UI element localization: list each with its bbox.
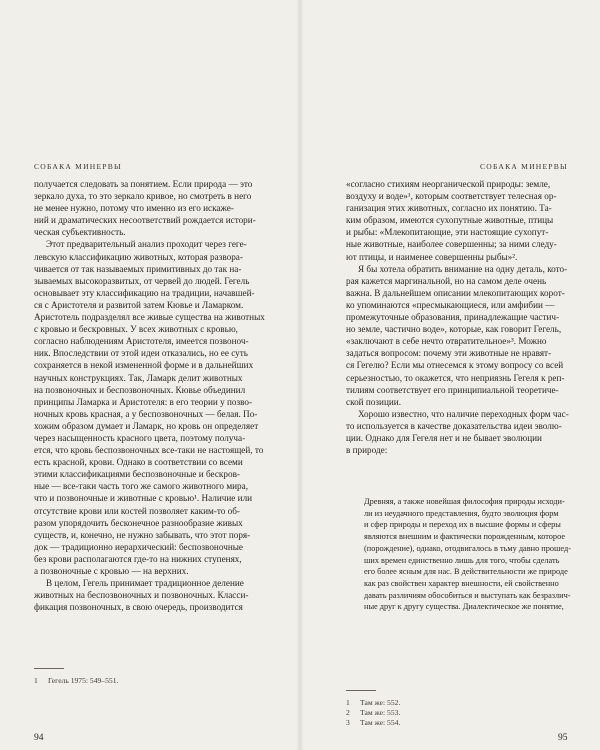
- text-line: док — традиционно иерархический: беспозвоночные: [34, 541, 243, 552]
- right-footnotes: [346, 698, 400, 728]
- text-line: ся Гегелю? Если мы отнесемся к этому вопросу со всей: [346, 360, 564, 371]
- left-running-head: СОБАКА МИНЕРВЫ: [34, 162, 122, 171]
- text-line: и рыбы: «Млекопитающие, эти настоящие сухопут-: [346, 227, 549, 238]
- text-line: «заключают в себе нечто отвратительное»³. Можно: [346, 336, 547, 347]
- text-line: принципы Ламарка и Аристотеля: в его теории у позво-: [34, 396, 253, 407]
- text-line: ции. Однако для Гегеля нет и не бывает эволюции: [346, 432, 542, 443]
- right-running-head: СОБАКА МИНЕРВЫ: [480, 162, 568, 171]
- right-page: [300, 0, 600, 750]
- text-line: основывает эту классификацию на традиции, начавшей-: [34, 287, 255, 298]
- text-line: ганизация этих животных, согласно их понятию. Та-: [346, 203, 552, 214]
- text-line: задаться вопросом: почему эти животные не нравят-: [346, 348, 552, 359]
- right-body-text: [346, 178, 572, 456]
- text-line: фикация позвоночных, в свою очередь, производится: [34, 602, 243, 613]
- text-line: серьезностью, то окажется, что неприязнь Гегеля к реп-: [346, 372, 565, 383]
- text-line: промежуточные образования, принадлежащие частич-: [346, 312, 560, 323]
- text-line: левскую классификацию животных, которая разворa-: [34, 251, 243, 262]
- paragraph: [34, 577, 266, 613]
- quote-line: и сфер природы и переход их в высшие формы и сферы: [364, 520, 561, 530]
- quote-line: ли из неудачного представления, будто эволюция форм: [364, 508, 559, 518]
- text-line: на позвоночных и беспозвоночных. Кювье объединил: [34, 384, 246, 395]
- text-line: ные — все-таки часть того же самого животного мира,: [34, 481, 249, 492]
- text-line: существ, и, конечно, не нужно забывать, что этот поря-: [34, 529, 251, 540]
- text-line: Этот предварительный анализ проходит через геге-: [46, 239, 247, 250]
- text-line: воздуху и воде»¹, которым соответствует телесная ор-: [346, 191, 557, 202]
- text-line: в природе:: [346, 445, 388, 456]
- quote-line: (порождение), однако, отодвигалось в тьму давно прошед-: [364, 543, 571, 553]
- text-line: но земле, частично воде», которые, как говорит Гегель,: [346, 324, 562, 335]
- right-footnote-rule: [346, 690, 376, 691]
- text-line: «согласно стихиям неорганической природы: земле,: [346, 179, 551, 189]
- text-line: чивается от так называемых примитивных до так на-: [34, 263, 242, 274]
- text-line: научных конструкциях. Так, Ламарк делит животных: [34, 372, 243, 383]
- text-line: что и позвоночные и животные с кровью¹. Наличие или: [34, 493, 253, 504]
- footnote-number: 1: [34, 676, 38, 685]
- footnote: [346, 708, 400, 718]
- text-line: то используется в качестве доказательства идеи эволю-: [346, 420, 562, 431]
- quote-line: его более ясным для нас. В действительности же природе: [364, 567, 568, 577]
- text-line: хожим образом думает и Ламарк, но кровь он определяет: [34, 420, 259, 431]
- text-line: ные животные, наиболее совершенны; за ними следу-: [346, 239, 557, 250]
- text-line: животных на беспозвоночных и позвоночных. Класси-: [34, 590, 249, 601]
- block-quote: [364, 496, 574, 613]
- left-body-text: [34, 178, 266, 613]
- text-line: разом упорядочить бесконечное разнообразие живых: [34, 517, 243, 528]
- text-line: рая кажется маргинальной, но на самом деле очень: [346, 275, 547, 286]
- quote-line: ших времен единственно лишь для того, чтобы сделать: [364, 555, 560, 565]
- text-line: ник. Впоследствии от этой идеи отказались, но ее суть: [34, 348, 248, 359]
- text-line: ся с Аристотеля и развитой затем Кювье и Ламарком.: [34, 299, 244, 310]
- footnote-number: 1: [346, 698, 350, 707]
- text-line: зываемых высокоразвитых, от червей до людей. Гегель: [34, 275, 250, 286]
- text-line: не менее нужно, потому что именно из его искаже-: [34, 203, 234, 214]
- text-line: а позвоночные с кровью — на верхних.: [34, 566, 189, 576]
- footnote-number: 2: [346, 708, 350, 717]
- left-footnote-rule: [34, 668, 64, 669]
- text-line: ко упоминаются «пресмыкающиеся, или амфибии —: [346, 299, 555, 310]
- footnote-text: Там же: 552.: [360, 698, 401, 707]
- left-footnotes: [34, 676, 118, 686]
- footnote-text: Там же: 553.: [360, 708, 401, 717]
- text-line: ночных кровь красная, а у беспозвоночных — белая. По-: [34, 408, 258, 419]
- text-line: Аристотель подразделял все живые существа на животных: [34, 312, 265, 323]
- quote-line: ные друг к другу существа. Диалектическое же понятие,: [364, 602, 564, 612]
- text-line: Я бы хотела обратить внимание на одну деталь, кото-: [358, 263, 568, 274]
- paragraph: [346, 178, 572, 263]
- text-line: получается следовать за понятием. Если природа — это: [34, 179, 253, 189]
- text-line: ческая субъективность.: [34, 227, 126, 238]
- footnote: [346, 698, 400, 708]
- quote-line: являются внешним и фактически порожденным, которое: [364, 532, 566, 542]
- text-line: через насыщенность красного цвета, поэтому получа-: [34, 432, 246, 443]
- text-line: ской позиции.: [346, 396, 401, 407]
- text-line: зеркало духа, то это зеркало кривое, но смотреть в него: [34, 191, 252, 202]
- text-line: есть красной, крови. Однако в соответствии со всеми: [34, 457, 243, 468]
- text-line: тилиям соответствует его принципиальной теоретиче-: [346, 384, 559, 395]
- paragraph: [34, 238, 266, 577]
- paragraph: [34, 178, 266, 238]
- paragraph: [346, 263, 572, 408]
- quote-line: давать различиям обособиться и выступать как безразлич-: [364, 590, 571, 600]
- footnote-number: 3: [346, 718, 350, 727]
- quote-line: как раз свойствен характер внешности, ей свойственно: [364, 578, 559, 588]
- text-line: согласно наблюдениям Аристотеля, имеется позвоноч-: [34, 336, 249, 347]
- text-line: В целом, Гегель принимает традиционное деление: [46, 578, 244, 589]
- quote-line: Древняя, а также новейшая философия природы исходи-: [364, 497, 565, 506]
- text-line: ют птицы, и наименее совершенны рыбы»².: [346, 251, 518, 262]
- text-line: отсутствие крови или костей позволяет каким-то об-: [34, 505, 240, 516]
- footnote: [34, 676, 118, 686]
- text-line: этими классификациями беспозвоночные и бескров-: [34, 469, 240, 480]
- text-line: важна. В дальнейшем описании млекопитающих корот-: [346, 287, 565, 298]
- footnote-text: Гегель 1975: 549–551.: [48, 676, 119, 685]
- left-page-number: 94: [34, 733, 44, 743]
- text-line: без крови располагаются где-то на нижних ступенях,: [34, 553, 242, 564]
- text-line: ний и драматических несоответствий рождается истори-: [34, 215, 256, 226]
- text-line: ется, что кровь беспозвоночных все-таки не настоящей, то: [34, 445, 264, 456]
- paragraph: [346, 408, 572, 456]
- text-line: с кровью и бескровных. У всех животных с кровью,: [34, 324, 238, 335]
- footnote: [346, 718, 400, 728]
- right-page-number: 95: [558, 733, 568, 743]
- footnote-text: Там же: 554.: [360, 718, 401, 727]
- text-line: Хорошо известно, что наличие переходных форм час-: [358, 408, 569, 419]
- text-line: ким образом, имеются сухопутные животные, птицы: [346, 215, 554, 226]
- text-line: сохраняется в некой измененной форме и в дальнейших: [34, 360, 254, 371]
